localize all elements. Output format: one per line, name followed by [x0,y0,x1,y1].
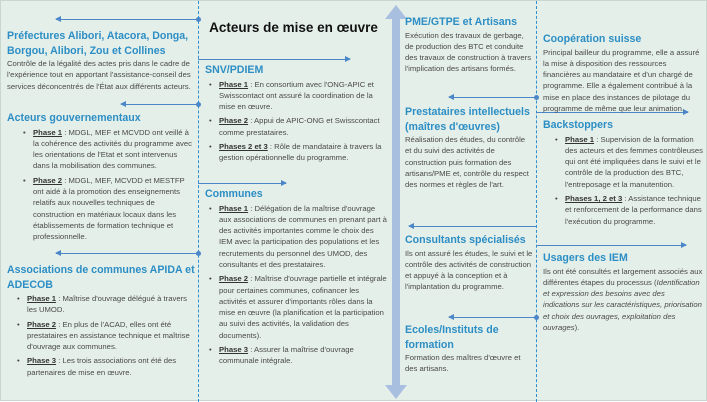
prefectures-section [7,29,195,92]
arrow-left [121,104,198,105]
connector-dot [196,17,201,22]
associations-heading: Associations de communes APIDA et ADECOB [7,264,195,291]
phase-label: Phase 1 [219,79,249,89]
connector-dot [534,95,539,100]
cooperation-section [543,32,703,114]
phase-label: Phases 2 et 3 [219,141,268,151]
arrow-right [536,245,686,246]
phase-text: : Assurer la maîtrise d'ouvrage communale intégrale. [219,345,354,366]
phase-text: : MDGL, MEF et MCVDD ont veillé à la cohérence des activités du programme avec les orientations de l'Etat et sont intervenus dans la mobilisation des communes. [33,127,192,171]
consultants-section [405,233,533,293]
communes-section [205,187,387,370]
phase-label: Phase 1 [27,294,57,303]
usagers-body-end: ). [574,322,580,332]
ecoles-body: Formation des maîtres d'œuvre et des artisans. [405,353,521,374]
gouvernementaux-section [7,111,195,245]
connector-dot [534,315,539,320]
gouvernementaux-heading: Acteurs gouvernementaux [7,112,141,124]
usagers-body [543,266,703,334]
arrow-left [56,19,198,20]
prestataires-section [405,105,533,190]
backstoppers-section [543,118,703,230]
phase-text: : MDGL, MEF, MCVDD et MESTFP ont aidé à la promotion des enseignements relatifs aux nouvelles techniques de construction en matériaux locaux dans les établissements de formation technique et professionnelle. [33,175,185,242]
phase-label: Phase 1 [33,127,63,137]
usagers-body-start: Ils ont été consultés et largement associés aux différentes étapes du processus ( [543,266,703,287]
phase-label: Phase 2 [33,175,63,185]
phase-label: Phase 2 [219,116,249,126]
list-item [219,203,387,271]
ecoles-heading: Ecoles/Instituts de formation [405,324,499,351]
consultants-heading: Consultants spécialisés [405,234,526,246]
phase-label: Phase 2 [219,274,249,284]
list-item [219,115,385,138]
list-item [33,175,195,243]
list-item [219,344,387,367]
phase-text: : Supervision de la formation des acteurs et des femmes contrôleuses qui ont été impliquées dans le suivi et le contrôle de la production des BTC, l'entreposage et la manutention. [565,134,704,189]
pme-section [405,15,533,75]
cooperation-body: Principal bailleur du programme, elle a assuré la mise à disposition des ressources financières au mandataire et d'un chargé de programme. Elle a également contribué à la mise en place des instances de pilotage du programme de même que leur animation. [543,47,700,113]
arrow-left [449,97,536,98]
snv-section [205,63,385,167]
arrow-right [198,59,350,60]
list-item [219,79,385,113]
list-item [565,193,703,227]
connector-dot [196,251,201,256]
phase-text: : Les trois associations ont été des partenaires de mise en œuvre. [27,356,177,377]
arrow-left [56,253,198,254]
connector-dot [196,102,201,107]
page-title: Acteurs de mise en œuvre [209,20,378,35]
phase-text: : Délégation de la maîtrise d'ouvrage aux associations de communes en prenant part à des activités importantes comme le choix des IEM avec la participation des populations et les recrutements du personnel des UMOD, des consultants et des prestataires. [219,203,387,269]
phase-label: Phase 2 [27,319,57,329]
right-dashed-line [536,1,537,402]
communes-heading: Communes [205,188,263,200]
list-item [219,141,385,164]
phase-label: Phase 3 [219,345,249,355]
vertical-double-arrow-icon [385,5,407,399]
phase-text: : Rôle de mandataire à travers la gestion opérationnelle du programme. [219,141,382,163]
ecoles-section [405,323,533,375]
phase-label: Phase 1 [219,203,249,213]
list-item [33,127,195,172]
prestataires-heading: Prestataires intellectuels (maîtres d'œuvres) [405,106,530,133]
prestataires-body: Réalisation des études, du contrôle et du suivi des activités de construction puis formation des artisans/PME et, contrôle du respect des normes et règles de l'art. [405,135,529,190]
phase-text: : Maîtrise d'ouvrage partielle et intégrale pour certaines communes, cofinancer les activités et assurer d'importants rôles dans la mise en œuvre (la planification et la participation au suivi des activités, la validation des documents). [219,274,387,340]
phase-text: : En consortium avec l'ONG-APIC et Swisscontact ont assuré la coordination de la mise en œuvre. [219,79,374,112]
list-item [565,134,703,190]
list-item [27,319,195,353]
backstoppers-heading: Backstoppers [543,119,614,131]
phase-label: Phase 1 [565,134,595,144]
left-dashed-line [198,1,199,402]
phase-label: Phase 3 [27,356,57,366]
phase-text: : Maîtrise d'ouvrage délégué à travers les UMOD. [27,294,188,315]
pme-heading: PME/GTPE et Artisans [405,16,518,28]
phase-label: Phases 1, 2 et 3 [565,193,623,203]
phase-text: : En plus de l'ACAD, elles ont été prestataires en assistance technique et maîtrise d'ouvrage aux communes. [27,319,190,352]
phase-text: : Appui de APIC-ONG et Swisscontact comme prestataires. [219,116,380,137]
arrow-left [409,226,536,227]
prefectures-heading: Préfectures Alibori, Atacora, Donga, Borgou, Alibori, Zou et Collines [7,30,189,57]
arrow-right [198,183,286,184]
phase-text: : Assistance technique et renforcement de la performance dans l'exécution du programme. [565,193,702,226]
usagers-heading: Usagers des IEM [543,252,628,264]
list-item [27,355,195,378]
list-item [27,293,195,316]
usagers-section [543,251,703,333]
arrow-left [449,317,536,318]
consultants-body: Ils ont assuré les études, le suivi et le contrôle des activités de construction et appuyé à la conception et à l'implantation du programme. [405,248,533,292]
pme-body: Exécution des travaux de gerbage, de production des BTC et conduite des travaux de construction à travers l'implication des artisans formés. [405,30,532,74]
snv-heading: SNV/PDIEM [205,64,264,76]
list-item [219,273,387,341]
prefectures-body: Contrôle de la légalité des actes pris dans le cadre de l'expérience tout en apportant l'assistance-conseil des services déconcentrés de l'État aux différents acteurs. [7,59,191,91]
usagers-body-italic: Identification et expression des besoins avec des indications sur les caractéristiques, priorisation et choix des ouvrages, exploitation des ouvrages [543,277,702,332]
cooperation-heading: Coopération suisse [543,33,642,45]
associations-section [7,263,195,381]
